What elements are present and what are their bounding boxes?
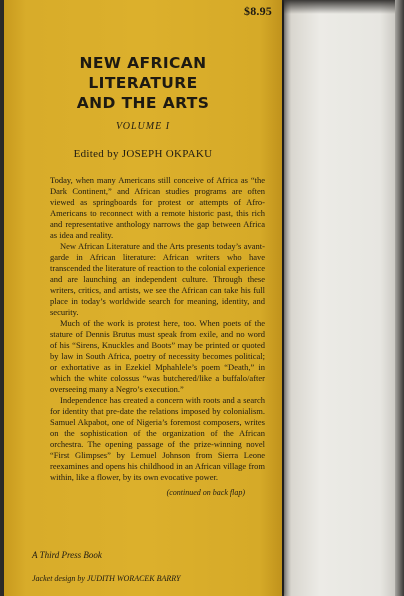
editor-credit: Edited by JOSEPH OKPAKU: [73, 148, 213, 160]
blurb-paragraph: New African Literature and the Arts presents today’s avant-garde in African literature: African writers who have transcended the literature of reaction to the colonial experience and are launching an independent culture. Through these writers, critics, and artists, we see the African can take his full place in today’s worldwide search for meaning, identity, and security.: [50, 241, 265, 317]
volume-label: VOLUME I: [115, 121, 171, 132]
title-line: NEW AFRICAN: [79, 54, 207, 72]
flap-blurb: [50, 175, 265, 498]
book-page-edges: [284, 0, 404, 596]
blurb-paragraph: Much of the work is protest here, too. When poets of the stature of Dennis Brutus must speak from exile, and no word of his “Sirens, Knuckles and Boots” may be printed or quoted by law in South Africa, poetry of necessity becomes political; or exhortative as in Ezekiel Mphahlele’s poem “Death,” in which the white colossus “was butchered/like a buffalo/after overseeing many a Negro’s execution.”: [50, 318, 265, 394]
blurb-paragraph: Independence has created a concern with roots and a search for identity that pre-date the relations imposed by colonialism. Samuel Akpabot, one of Nigeria’s foremost composers, writes on the sophistication of the organization of the African orchestra. The opening passage of the prize-winning novel “First Glimpses” by Lemuel Johnson from Sierra Leone reexamines and opens his childhood in an African village from within, like a flower, by its own evocative power.: [50, 395, 265, 482]
price-label: $8.95: [244, 4, 272, 18]
jacket-design-credit: Jacket design by JUDITH WORACEK BARRY: [32, 574, 181, 583]
page-top-shadow: [284, 0, 404, 14]
book-cover-edge: [395, 0, 404, 596]
publisher-imprint: A Third Press Book: [32, 550, 102, 560]
dust-jacket-flap: [4, 0, 282, 596]
title-line: LITERATURE: [88, 74, 198, 92]
blurb-paragraph: Today, when many Americans still conceive of Africa as “the Dark Continent,” and African studies programs are often viewed as springboards for protest or attempts of Afro-Americans to reconnect with a remote historic past, this rich and representative anthology narrows the gap between Africa as idea and reality.: [50, 175, 265, 240]
title-line: AND THE ARTS: [76, 94, 210, 112]
continued-note: (continued on back flap): [166, 488, 245, 497]
book-title: [4, 53, 282, 113]
